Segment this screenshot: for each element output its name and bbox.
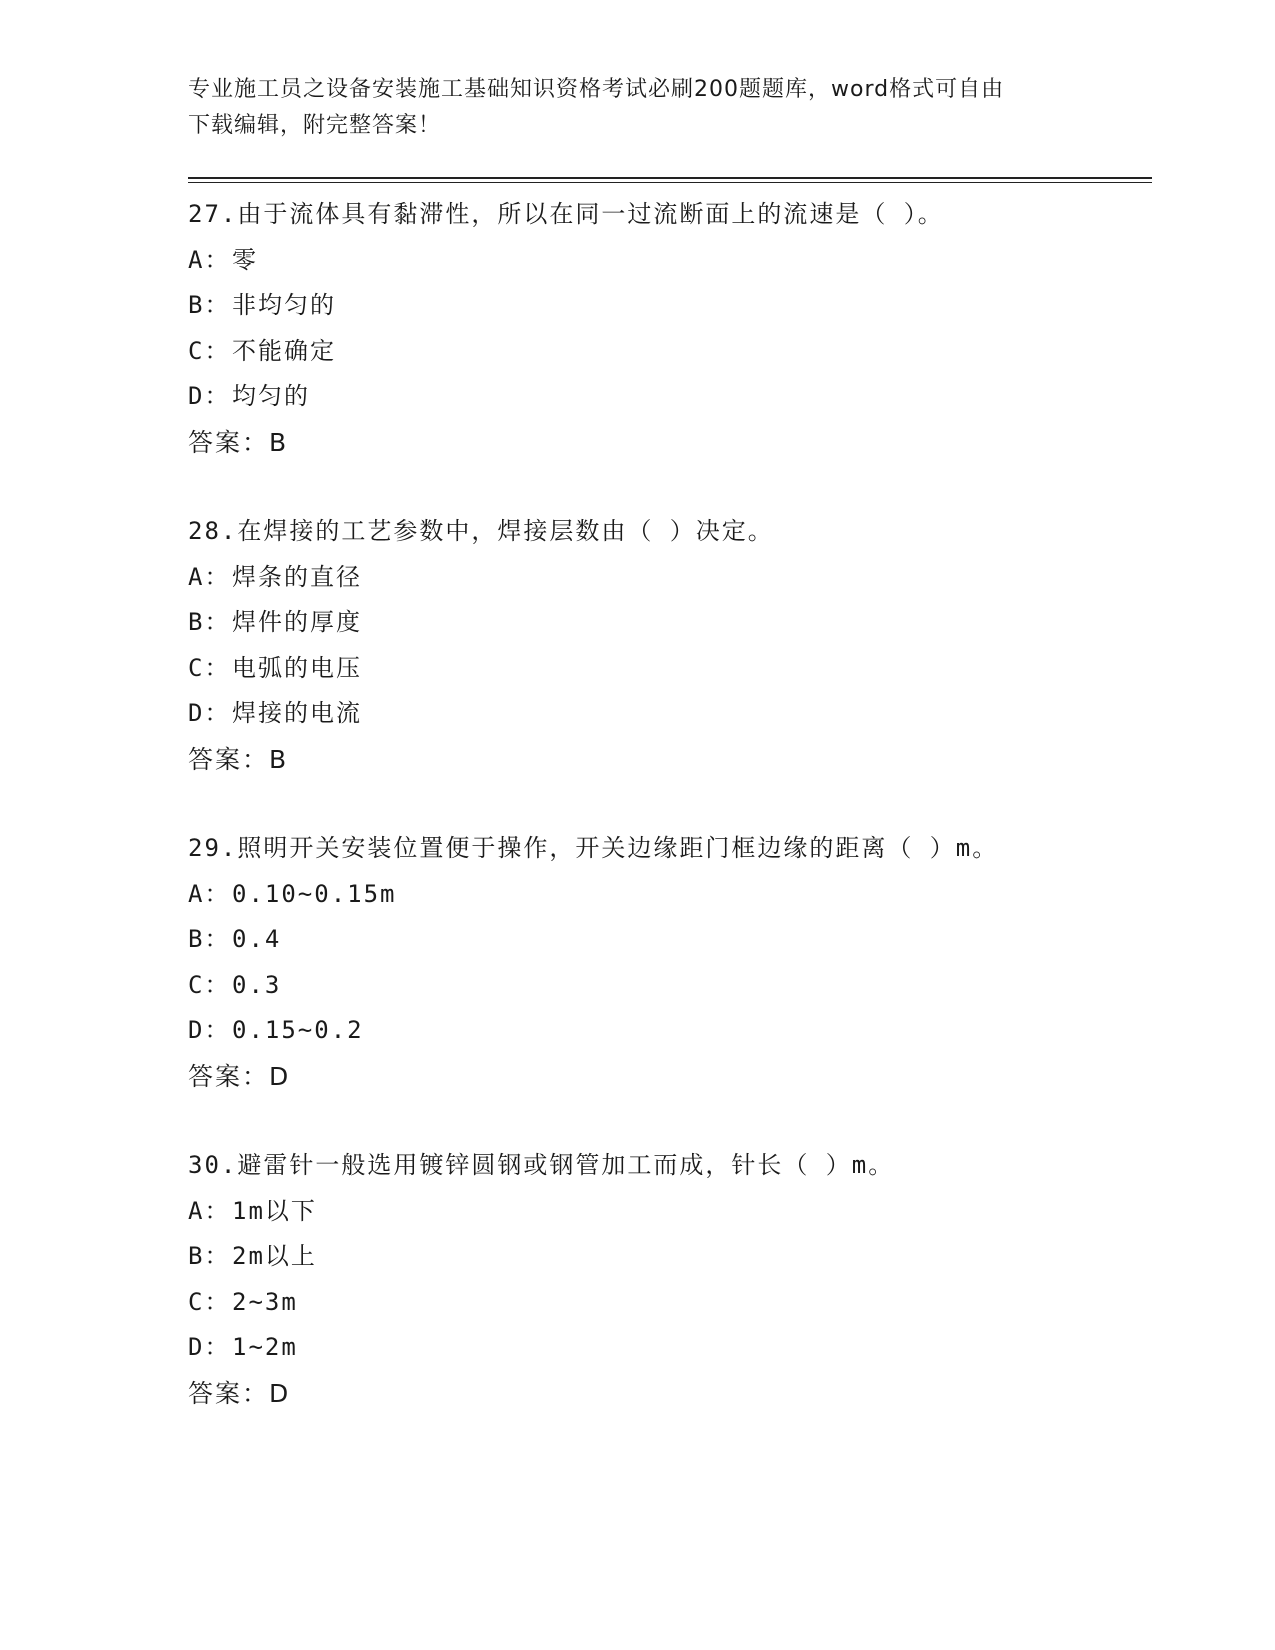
option-d (188, 1325, 1152, 1371)
answer-line: 答案：B (188, 744, 289, 774)
answer-line: 答案：D (188, 1061, 291, 1091)
option-text: 1~2m (232, 1333, 298, 1361)
header-divider-thin (188, 182, 1152, 183)
option-c (188, 646, 1152, 692)
option-key: B： (188, 291, 231, 319)
option-text: 0.3 (232, 970, 282, 999)
option-text: 电弧的电压 (232, 653, 362, 682)
option-key: C： (188, 336, 231, 365)
option-b (188, 283, 1152, 329)
header-line-2: 下载编辑，附完整答案！ (188, 113, 442, 138)
option-text: 零 (232, 245, 258, 274)
option-text: 1m以下 (232, 1196, 317, 1225)
option-key: D： (188, 1016, 231, 1044)
question-29 (188, 826, 1152, 1099)
option-b (188, 917, 1152, 963)
option-a (188, 238, 1152, 284)
option-key: D： (188, 1333, 231, 1361)
option-c (188, 1280, 1152, 1326)
option-text: 焊条的直径 (232, 562, 362, 591)
option-key: A： (188, 879, 231, 908)
option-key: C： (188, 653, 231, 682)
option-text: 2~3m (232, 1287, 298, 1316)
question-27 (188, 192, 1152, 465)
option-a (188, 872, 1152, 918)
option-key: D： (188, 699, 231, 727)
option-c (188, 329, 1152, 375)
option-d (188, 1008, 1152, 1054)
option-key: D： (188, 382, 231, 410)
option-text: 2m以上 (232, 1242, 317, 1270)
option-text: 0.4 (232, 925, 282, 953)
option-b (188, 1234, 1152, 1280)
question-stem: 30.避雷针一般选用镀锌圆钢或钢管加工而成，针长（ ）m。 (188, 1151, 895, 1179)
option-key: A： (188, 245, 231, 274)
option-a (188, 555, 1152, 601)
document-header (188, 72, 1088, 144)
answer-line: 答案：D (188, 1378, 291, 1408)
option-key: C： (188, 1287, 231, 1316)
option-b (188, 600, 1152, 646)
header-line-1: 专业施工员之设备安装施工基础知识资格考试必刷200题题库，word格式可自由 (188, 77, 1005, 102)
option-c (188, 963, 1152, 1009)
option-key: B： (188, 608, 231, 636)
option-key: C： (188, 970, 231, 999)
option-text: 焊接的电流 (232, 699, 362, 727)
option-text: 焊件的厚度 (232, 608, 362, 636)
option-text: 0.10~0.15m (232, 879, 397, 908)
option-d (188, 691, 1152, 737)
option-text: 0.15~0.2 (232, 1016, 364, 1044)
answer-line: 答案：B (188, 427, 289, 457)
question-list (188, 192, 1152, 1416)
question-28 (188, 509, 1152, 782)
option-a (188, 1189, 1152, 1235)
option-d (188, 374, 1152, 420)
option-text: 不能确定 (232, 336, 336, 365)
option-text: 均匀的 (232, 382, 310, 410)
question-stem: 27.由于流体具有黏滞性，所以在同一过流断面上的流速是（ ）。 (188, 200, 944, 228)
question-30 (188, 1143, 1152, 1416)
option-text: 非均匀的 (232, 291, 336, 319)
option-key: B： (188, 1242, 231, 1270)
question-stem: 28.在焊接的工艺参数中，焊接层数由（ ）决定。 (188, 517, 774, 545)
option-key: A： (188, 1196, 231, 1225)
header-divider-thick (188, 177, 1152, 179)
option-key: B： (188, 925, 231, 953)
option-key: A： (188, 562, 231, 591)
question-stem: 29.照明开关安装位置便于操作，开关边缘距门框边缘的距离（ ）m。 (188, 834, 999, 862)
